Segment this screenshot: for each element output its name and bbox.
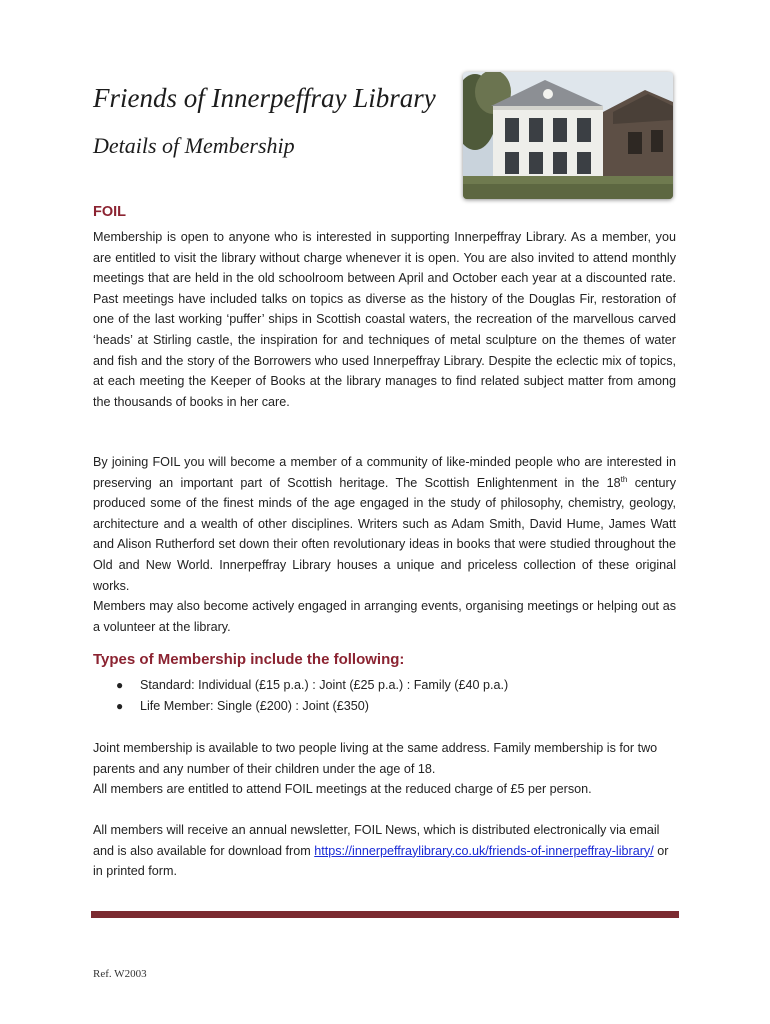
footer-divider bbox=[91, 911, 679, 918]
ordinal-superscript: th bbox=[620, 474, 628, 484]
membership-standard: Standard: Individual (£15 p.a.) : Joint (£25 p.a.) : Family (£40 p.a.) bbox=[140, 678, 509, 692]
bullet-icon: ● bbox=[116, 678, 124, 692]
newsletter-note bbox=[93, 820, 676, 882]
document-title: Friends of Innerpeffray Library bbox=[93, 83, 436, 113]
membership-types-list bbox=[93, 675, 508, 717]
foil-paragraph-1: Membership is open to anyone who is interested in supporting Innerpeffray Library. As a member, you are entitled to visit the library without charge whenever it is open. You are also invited to attend monthly meetings that are held in the old schoolroom between April and October each year at a discounted rate. Past meetings have included talks on topics as diverse as the history of the Douglas Fir, restoration of one of the last working ‘puffer’ ships in Scottish coastal waters, the recreation of the marvellous carved ‘heads’ at Stirling castle, the inspiration for and techniques of metal sculpture on the themes of water and fish and the story of the Borrowers who used Innerpeffray Library. Despite the eclectic mix of topics, at each meeting the Keeper of Books at the library manages to find related subject matter from among the thousands of books in her care. bbox=[93, 230, 676, 409]
newsletter-text-end: or in printed form. bbox=[93, 843, 669, 879]
foil-heading: FOIL bbox=[93, 204, 127, 220]
document-reference: Ref. W2003 bbox=[93, 968, 147, 980]
foil-paragraph-2-text: By joining FOIL you will become a member of a community of like-minded people who are interested in preserving an important part of Scottish heritage. The Scottish Enlightenment in the 18 bbox=[93, 455, 676, 490]
list-item bbox=[93, 696, 508, 717]
bullet-icon: ● bbox=[116, 699, 124, 713]
membership-life: Life Member: Single (£200) : Joint (£350) bbox=[140, 699, 369, 713]
joint-membership-note: Joint membership is available to two people living at the same address. Family membership is for two parents and any number of their children under the age of 18. bbox=[93, 741, 658, 776]
membership-types-heading: Types of Membership include the following: bbox=[93, 651, 405, 668]
list-item bbox=[93, 675, 508, 696]
library-building-photo bbox=[463, 72, 673, 199]
newsletter-text: All members will receive an annual newsletter, FOIL News, which is distributed electronically via email and is also available for download from bbox=[93, 823, 660, 858]
friends-page-link[interactable]: https://innerpeffraylibrary.co.uk/friends-of-innerpeffray-library/ bbox=[314, 843, 654, 858]
foil-paragraph-2-text-cont: century produced some of the finest minds of the age engaged in the study of philosophy, chemistry, geology, architecture and a wealth of other disciplines. Writers such as Adam Smith, David Hume, James Watt and Alison Rutherford set down their often revolutionary ideas in books that were studied throughout the Old and New World. Innerpeffray Library houses a unique and priceless collection of these original works. bbox=[93, 475, 676, 593]
foil-paragraph-3: Members may also become actively engaged in arranging events, organising meetings or helping out as a volunteer at the library. bbox=[93, 599, 676, 634]
meeting-charge-note: All members are entitled to attend FOIL meetings at the reduced charge of £5 per person. bbox=[93, 782, 592, 796]
foil-paragraph-2 bbox=[93, 452, 676, 596]
document-subtitle: Details of Membership bbox=[93, 133, 295, 158]
